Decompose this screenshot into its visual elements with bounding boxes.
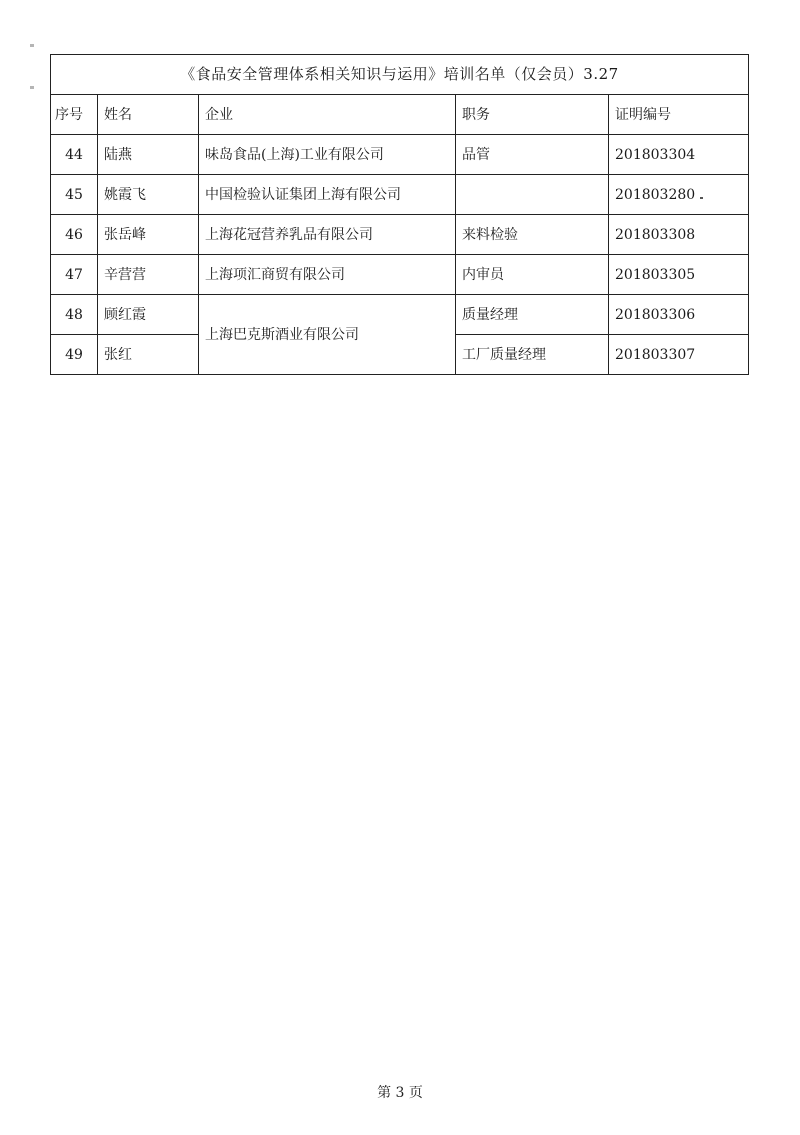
row-cert: 201803305 <box>609 255 749 295</box>
row-name: 顾红霞 <box>98 295 199 335</box>
column-header-name: 姓名 <box>98 95 199 135</box>
row-cert: 201803280 <box>609 175 749 215</box>
row-company: 上海项汇商贸有限公司 <box>199 255 456 295</box>
row-position: 来料检验 <box>456 215 609 255</box>
row-no: 44 <box>51 135 98 175</box>
page-number: 第 3 页 <box>377 1085 423 1101</box>
row-position: 内审员 <box>456 255 609 295</box>
row-position: 工厂质量经理 <box>456 335 609 375</box>
row-cert: 201803306 <box>609 295 749 335</box>
row-cert: 201803304 <box>609 135 749 175</box>
row-no: 47 <box>51 255 98 295</box>
title-row <box>51 55 749 95</box>
row-no: 49 <box>51 335 98 375</box>
row-company: 味岛食品(上海)工业有限公司 <box>199 135 456 175</box>
row-name: 姚霞飞 <box>98 175 199 215</box>
training-roster-table <box>50 54 749 375</box>
row-name: 张岳峰 <box>98 215 199 255</box>
document-title: 《食品安全管理体系相关知识与运用》培训名单（仅会员）3.27 <box>51 55 749 95</box>
table-row <box>51 255 749 295</box>
column-header-company: 企业 <box>199 95 456 135</box>
row-position: 质量经理 <box>456 295 609 335</box>
row-name: 陆燕 <box>98 135 199 175</box>
row-company: 中国检验认证集团上海有限公司 <box>199 175 456 215</box>
row-no: 45 <box>51 175 98 215</box>
table-row <box>51 295 749 335</box>
row-no: 46 <box>51 215 98 255</box>
header-row <box>51 95 749 135</box>
column-header-position: 职务 <box>456 95 609 135</box>
row-company: 上海花冠营养乳品有限公司 <box>199 215 456 255</box>
row-cert: 201803307 <box>609 335 749 375</box>
scan-mark <box>30 86 34 89</box>
table-row <box>51 135 749 175</box>
row-name: 张红 <box>98 335 199 375</box>
row-position <box>456 175 609 215</box>
row-name: 辛营营 <box>98 255 199 295</box>
column-header-cert: 证明编号 <box>609 95 749 135</box>
column-header-no: 序号 <box>51 95 98 135</box>
row-no: 48 <box>51 295 98 335</box>
scan-mark <box>30 44 34 47</box>
row-position: 品管 <box>456 135 609 175</box>
row-company-merged: 上海巴克斯酒业有限公司 <box>199 295 456 375</box>
row-cert: 201803308 <box>609 215 749 255</box>
table-row <box>51 215 749 255</box>
table-row <box>51 175 749 215</box>
